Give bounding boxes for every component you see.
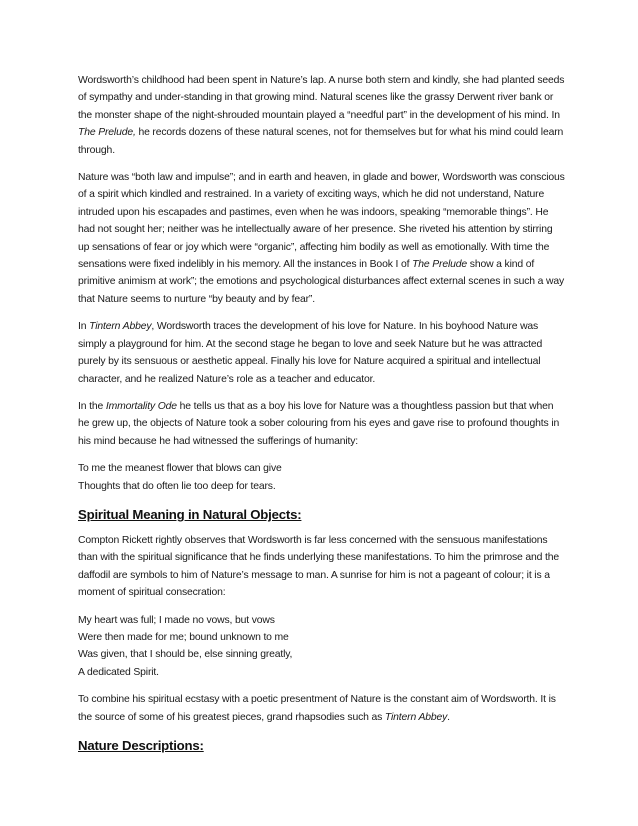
section-heading-spiritual-meaning: Spiritual Meaning in Natural Objects: — [78, 506, 302, 522]
poem-line: Thoughts that do often lie too deep for tears. — [78, 480, 276, 492]
document-page — [78, 72, 565, 763]
work-title: Tintern Abbey — [89, 321, 152, 333]
poem-line: My heart was full; I made no vows, but vows — [78, 614, 275, 626]
paragraph-law-and-impulse: Nature was “both law and impulse”; and in earth and heaven, in glade and bower, Wordsworth was conscious of a spirit which kindled and restrained. In a variety of exciting ways, which he did not understand, Nature intruded upon his escapades and pastimes, even when he was indoors, speaking “memorable things”. He had not sought her; neither was he intellectually aware of her presence. She riveted his attention by stirring up sensations of fear or joy which were “organic”, affecting him bodily as well as emotionally. With time the sensations were fixed indelibly in his memory. All the instances in Book I of The Prelude show a kind of primitive animism at work”; the emotions and psychological disturbances affect external scenes in such a way that Nature seems to nurture “by beauty and by fear”. — [78, 172, 565, 305]
poem-line: To me the meanest flower that blows can give — [78, 463, 282, 475]
paragraph-compton-rickett: Compton Rickett rightly observes that Wordsworth is far less concerned with the sensuous manifestations than with the spiritual significance that he finds underlying these manifestations. To him the primrose and the daffodil are symbols to him of Nature’s message to man. A sunrise for him is not a pageant of colour; it is a moment of spiritual consecration: — [78, 534, 560, 599]
section-heading-nature-descriptions: Nature Descriptions: — [78, 738, 204, 753]
work-title: Immortality Ode — [105, 400, 177, 412]
poem-line: Were then made for me; bound unknown to me — [78, 631, 289, 643]
paragraph-childhood: Wordsworth’s childhood had been spent in Nature’s lap. A nurse both stern and kindly, she had planted seeds of sympathy and under-standing in that growing mind. Natural scenes like the grassy Derwent river bank or the monster shape of the night-shrouded mountain played a “needful part” in the development of his mind. In The Prelude, he records dozens of these natural scenes, not for themselves but for what his mind could learn through. — [78, 75, 565, 156]
poem-line: Was given, that I should be, else sinning greatly, — [78, 649, 293, 661]
poem-line: A dedicated Spirit. — [78, 666, 159, 678]
paragraph-spiritual-ecstasy: To combine his spiritual ecstasy with a poetic presentment of Nature is the constant aim of Wordsworth. It is the source of some of his greatest pieces, grand rhapsodies such as Tintern Abbey. — [78, 694, 556, 723]
poem-quote-dedicated-spirit — [78, 612, 565, 682]
paragraph-immortality-ode: In the Immortality Ode he tells us that as a boy his love for Nature was a thoughtless passion but that when he grew up, the objects of Nature took a sober colouring from his eyes and gave rise to profound thoughts in his mind because he had witnessed the sufferings of humanity: — [78, 400, 560, 447]
paragraph-tintern-abbey: In Tintern Abbey, Wordsworth traces the development of his love for Nature. In his boyhood Nature was simply a playground for him. At the second stage he began to love and seek Nature but he was attracted purely by its sensuous or aesthetic appeal. Finally his love for Nature acquired a spiritual and intellectual character, and he realized Nature’s role as a teacher and educator. — [78, 321, 543, 385]
work-title: Tintern Abbey — [384, 711, 448, 723]
poem-quote-meanest-flower — [78, 460, 565, 495]
work-title: The Prelude — [412, 259, 468, 271]
work-title: The Prelude, — [78, 127, 136, 139]
